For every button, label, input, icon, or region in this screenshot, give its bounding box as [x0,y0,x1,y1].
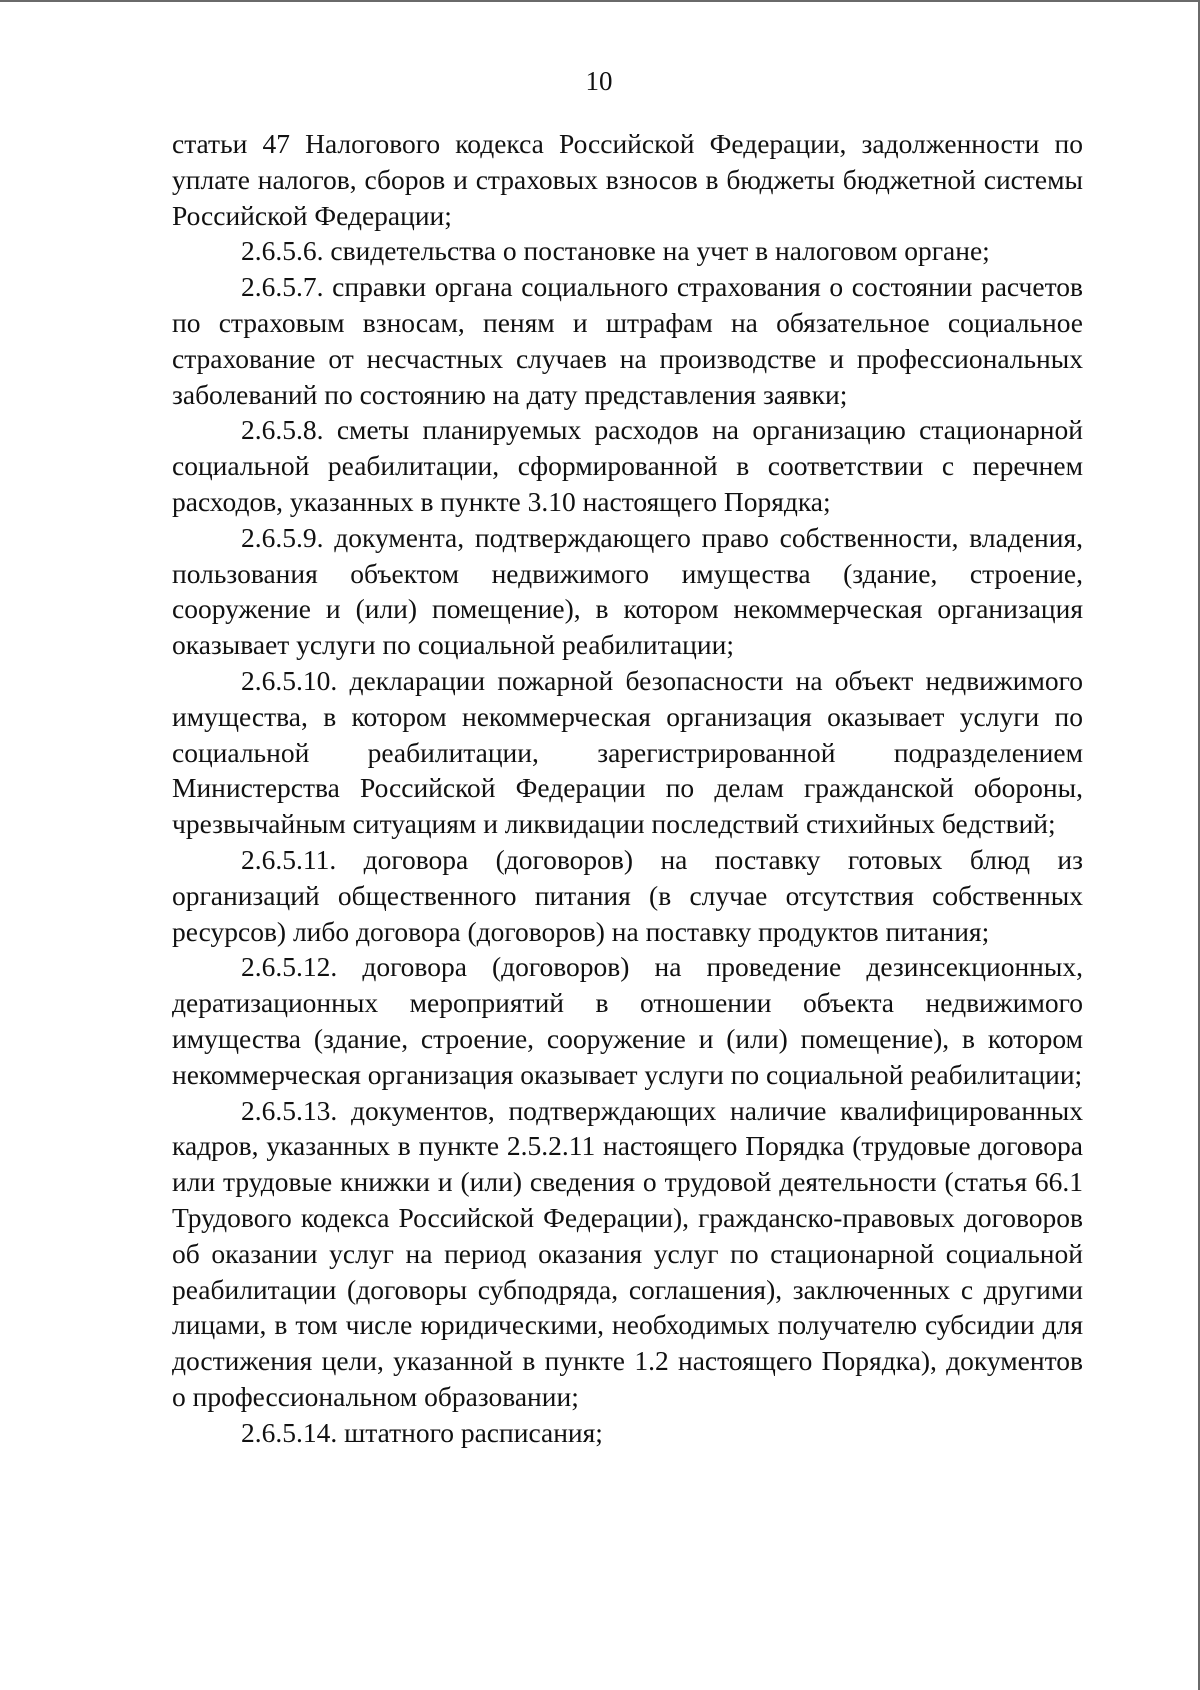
paragraph-2-6-5-13: 2.6.5.13. документов, подтверждающих наличие квалифицированных кадров, указанных в пункте 2.5.2.11 настоящего Порядка (трудовые договора или трудовые книжки и (или) сведения о трудовой деятельности (статья 66.1 Трудового кодекса Российской Федерации), гражданско-правовых договоров об оказании услуг на период оказания услуг по стационарной социальной реабилитации (договоры субподряда, соглашения), заключенных с другими лицами, в том числе юридическими, необходимых получателю субсидии для достижения цели, указанной в пункте 1.2 настоящего Порядка), документов о профессиональном образовании; [172,1094,1083,1412]
paragraph-2-6-5-14: 2.6.5.14. штатного расписания; [241,1416,603,1448]
paragraph-2-6-5-9: 2.6.5.9. документа, подтверждающего право собственности, владения, пользования объектом недвижимого имущества (здание, строение, сооружение и (или) помещение), в котором некоммерческая организация оказывает услуги по социальной реабилитации; [172,521,1083,661]
paragraph-2-6-5-12: 2.6.5.12. договора (договоров) на проведение дезинсекционных, дератизационных мероприятий в отношении объекта недвижимого имущества (здание, строение, сооружение и (или) помещение), в котором некоммерческая организация оказывает услуги по социальной реабилитации; [172,951,1083,1090]
document-body [172,126,1083,1450]
paragraph-2-6-5-10: 2.6.5.10. декларации пожарной безопасности на объект недвижимого имущества, в котором некоммерческая организация оказывает услуги по социальной реабилитации, зарегистрированной подразделением Министерства Российской Федерации по делам гражданской обороны, чрезвычайным ситуациям и ликвидации последствий стихийных бедствий; [172,664,1083,840]
paragraph-2-6-5-7: 2.6.5.7. справки органа социального страхования о состоянии расчетов по страховым взносам, пеням и штрафам на обязательное социальное страхование от несчастных случаев на производстве и профессиональных заболеваний по состоянию на дату представления заявки; [172,271,1083,410]
paragraph-2-6-5-6: 2.6.5.6. свидетельства о постановке на учет в налоговом органе; [241,235,990,267]
page-number: 10 [585,66,613,96]
paragraph-2-6-5-8: 2.6.5.8. сметы планируемых расходов на организацию стационарной социальной реабилитации, сформированной в соответствии с перечнем расходов, указанных в пункте 3.10 настоящего Порядка; [172,414,1083,517]
paragraph-2-6-5-11: 2.6.5.11. договора (договоров) на поставку готовых блюд из организаций общественного питания (в случае отсутствия собственных ресурсов) либо договора (договоров) на поставку продуктов питания; [172,843,1083,947]
paragraph-continuation: статьи 47 Налогового кодекса Российской Федерации, задолженности по уплате налогов, сборов и страховых взносов в бюджеты бюджетной системы Российской Федерации; [172,128,1083,231]
